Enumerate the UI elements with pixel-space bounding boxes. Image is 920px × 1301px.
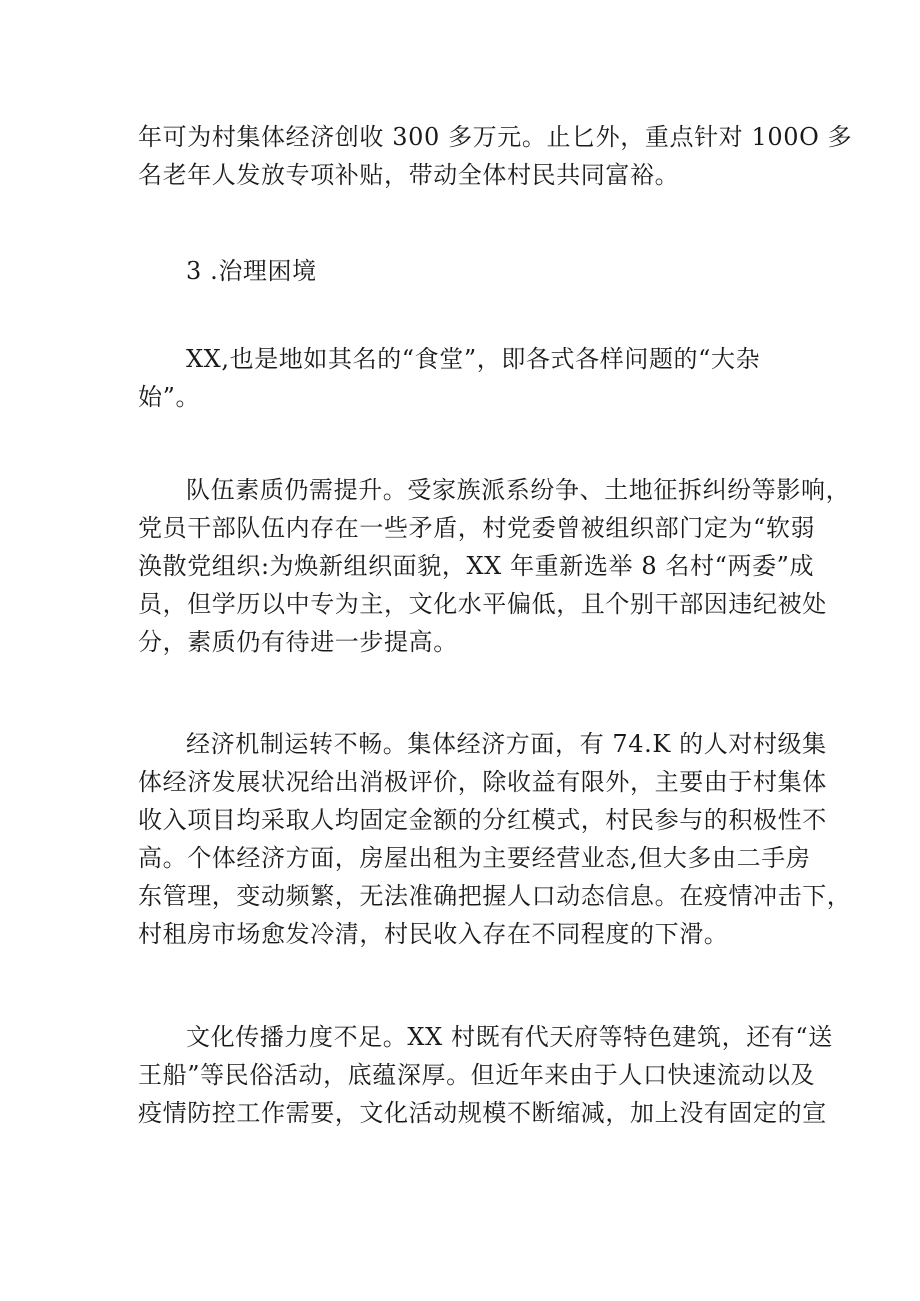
paragraph-continuation bbox=[138, 118, 853, 194]
text-line: 员，但学历以中专为主，文化水平偏低，且个别干部因违纪被处 bbox=[138, 590, 827, 618]
paragraph-culture bbox=[138, 1018, 833, 1132]
text-line: 体经济发展状况给出消极评价，除收益有限外，主要由于村集体 bbox=[138, 768, 827, 796]
text-line: 党员干部队伍内存在一些矛盾，村党委曾被组织部门定为“软弱 bbox=[138, 514, 816, 542]
paragraph-intro bbox=[138, 340, 788, 416]
paragraph-team-quality bbox=[138, 471, 851, 661]
text-line: 年可为村集体经济创收 300 多万元。止匕外，重点针对 100O 多 bbox=[138, 123, 853, 151]
text-line: 分，素质仍有待进一步提高。 bbox=[138, 628, 458, 656]
text-line: 疫情防控工作需要，文化活动规模不断缩减，加上没有固定的宣 bbox=[138, 1099, 827, 1127]
text-line: 东管理，变动频繁，无法准确把握人口动态信息。在疫情冲击下， bbox=[138, 882, 852, 910]
section-heading bbox=[138, 252, 788, 290]
text-line: 文化传播力度不足。XX 村既有代天府等特色建筑，还有“送 bbox=[186, 1023, 833, 1051]
text-line: 名老年人发放专项补贴，带动全体村民共同富裕。 bbox=[138, 161, 680, 189]
text-line: 始”。 bbox=[138, 383, 201, 411]
text-line: 村租房市场愈发冷清，村民收入存在不同程度的下滑。 bbox=[138, 920, 729, 948]
text-line: XX,也是地如其名的“食堂”，即各式各样问题的“大杂 bbox=[186, 345, 761, 373]
heading-text: 3 .治理困境 bbox=[186, 257, 317, 285]
text-line: 王船”等民俗活动，底蕴深厚。但近年来由于人口快速流动以及 bbox=[138, 1061, 816, 1089]
text-line: 涣散党组织:为焕新组织面貌，XX 年重新选举 8 名村“两委”成 bbox=[138, 552, 815, 580]
text-line: 高。个体经济方面，房屋出租为主要经营业态,但大多由二手房 bbox=[138, 844, 811, 872]
text-line: 队伍素质仍需提升。受家族派系纷争、土地征拆纠纷等影响， bbox=[186, 476, 851, 504]
text-line: 经济机制运转不畅。集体经济方面，有 74.K 的人对村级集 bbox=[186, 730, 827, 758]
text-line: 收入项目均采取人均固定金额的分红模式，村民参与的积极性不 bbox=[138, 806, 827, 834]
paragraph-economy bbox=[138, 725, 852, 953]
